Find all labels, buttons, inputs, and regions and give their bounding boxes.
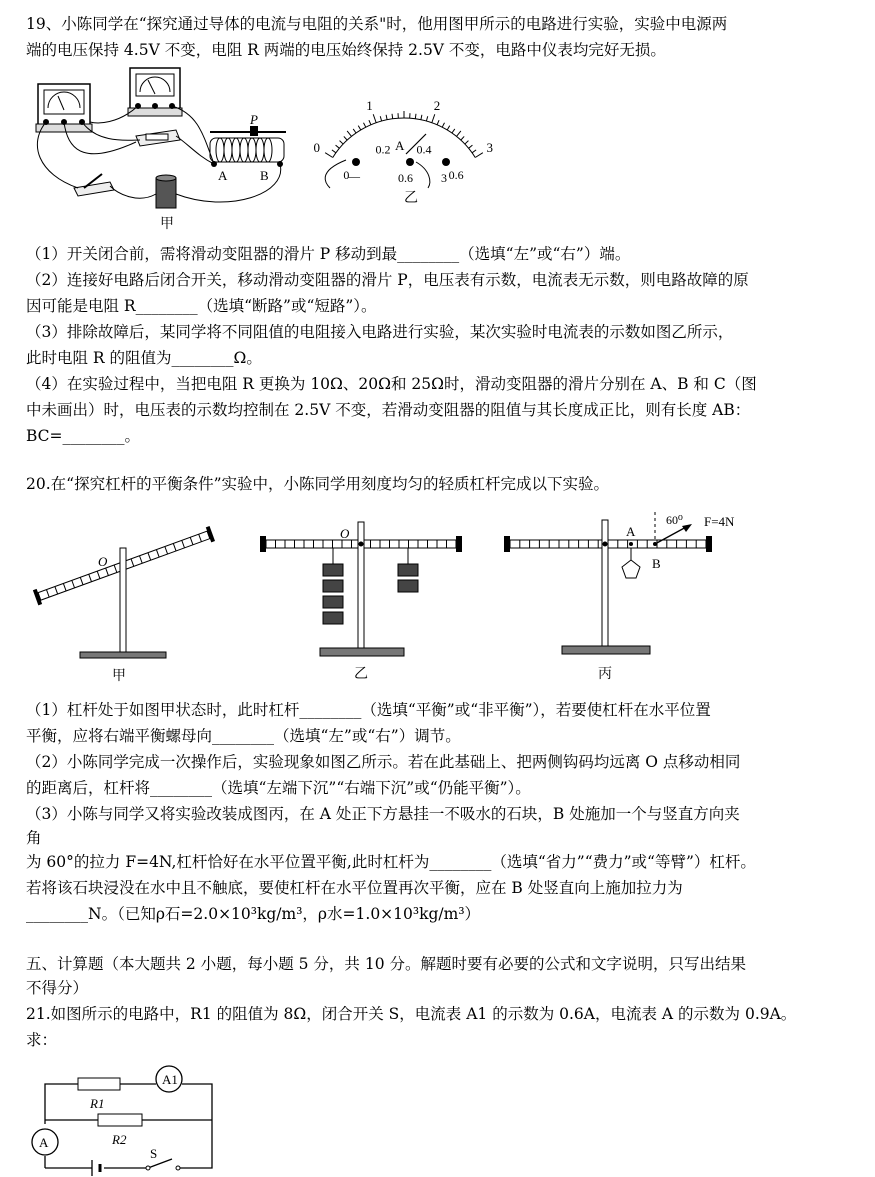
rheostat-icon xyxy=(210,126,286,167)
resistor-board-icon xyxy=(136,130,180,146)
dial-tick xyxy=(461,136,464,140)
dial-tick xyxy=(353,129,356,133)
q20-item-line: （3）小陈与同学又将实验改装成图丙，在 A 处正下方悬挂一不吸水的石块，B 处施加一个与竖直方向夹 xyxy=(26,805,740,823)
r2-label: R2 xyxy=(112,1132,127,1147)
dial-tick xyxy=(364,123,366,127)
q19-item-line: （2）连接好电路后闭合开关，移动滑动变阻器的滑片 P，电压表有示数，电流表无示数，则电路故障的原 xyxy=(26,271,749,289)
dial-tick xyxy=(452,129,455,133)
ammeter-icon xyxy=(128,68,182,116)
section5-heading-line: 不得分） xyxy=(26,979,89,997)
figure-yi-caption: 乙 xyxy=(404,191,418,206)
dial-tick xyxy=(380,116,381,121)
battery-icon xyxy=(156,175,176,208)
q20-item-line: ________N。（已知ρ石=2.0×10³kg/m³，ρ水=1.0×10³kg/m³） xyxy=(26,905,481,923)
switch-s-label: S xyxy=(150,1146,158,1161)
dial-tick xyxy=(392,114,393,119)
hook-weights-right xyxy=(398,548,418,592)
dial-tick xyxy=(347,131,351,136)
dial-tick xyxy=(332,150,336,153)
dial-top-scale-label: 0 xyxy=(313,139,320,155)
figure-jia-caption: 甲 xyxy=(160,217,174,232)
dial-tick xyxy=(336,145,340,148)
slider-p-label: P xyxy=(250,112,258,127)
q20-figure-jia xyxy=(26,514,226,686)
pivot-o-label: O xyxy=(98,554,108,569)
ammeter-a1-label: A1 xyxy=(162,1072,178,1087)
stone-icon xyxy=(622,560,640,578)
point-b-label: B xyxy=(652,556,661,571)
dial-tick xyxy=(437,120,439,125)
section5-heading-line: 五、计算题（本大题共 2 小题，每小题 5 分，共 10 分。解题时要有必要的公式和文字说明，只写出结果 xyxy=(26,955,747,973)
switch-icon xyxy=(74,174,114,196)
dial-tick xyxy=(472,150,476,153)
q21-text-line: 21.如图所示的电路中，R1 的阻值为 8Ω，闭合开关 S，电流表 A1 的示数为 0.6A，电流表 A 的示数为 0.9A。 xyxy=(26,1005,797,1023)
dial-tick xyxy=(469,145,473,148)
figure-yi-caption: 乙 xyxy=(354,667,368,682)
dial-tick xyxy=(465,141,469,144)
dial-tick xyxy=(456,131,460,136)
q19-intro-line: 端的电压保持 4.5V 不变，电阻 R 两端的电压始终保持 2.5V 不变，电路中仪表均完好无损。 xyxy=(26,41,666,59)
q19-item-line: 中未画出）时，电压表的示数均控制在 2.5V 不变，若滑动变阻器的阻值与其长度成正比，则有长度 AB： xyxy=(26,401,751,419)
q20-item-line: 的距离后，杠杆将________（选填“左端下沉”“右端下沉”或“仍能平衡”）。 xyxy=(26,779,531,797)
resistor-r1-icon xyxy=(78,1078,120,1090)
dial-tick xyxy=(369,120,371,125)
resistor-r2-icon xyxy=(98,1114,142,1126)
force-label: F=4N xyxy=(704,514,735,529)
q19-figure-yi xyxy=(313,84,494,206)
dial-tick xyxy=(432,114,435,122)
q20-intro-line: 20.在“探究杠杆的平衡条件”实验中，小陈同学用刻度均匀的轻质杠杆完成以下实验。 xyxy=(26,475,610,493)
figure-jia-caption: 甲 xyxy=(112,669,126,684)
pivot-o-label: O xyxy=(340,526,350,541)
q20-item-line: （2）小陈同学完成一次操作后，实验现象如图乙所示。若在此基础上、把两侧钩码均远离 O 点移动相同 xyxy=(26,753,741,771)
dial-tick xyxy=(447,126,450,130)
dial-unit-label: A xyxy=(395,138,405,153)
terminal-0-6: 0.6 xyxy=(398,171,413,185)
dial-tick xyxy=(421,115,422,120)
dial-tick xyxy=(325,153,333,158)
dial-bottom-scale-label: 0.6 xyxy=(448,168,464,183)
terminal-b-label: B xyxy=(260,168,269,183)
angle-label: 60⁰ xyxy=(666,513,683,527)
dial-tick xyxy=(340,141,344,144)
q20-figure-bing xyxy=(500,506,750,686)
figure-bing-caption: 丙 xyxy=(598,667,612,682)
dial-tick xyxy=(358,126,361,130)
dial-bottom-scale-label: 0.4 xyxy=(416,142,432,157)
q19-item-line: 此时电阻 R 的阻值为________Ω。 xyxy=(26,349,262,367)
q20-item-line: （1）杠杆处于如图甲状态时，此时杠杆________（选填“平衡”或“非平衡”），若要使杠杆在水平位置 xyxy=(26,701,711,719)
dial-tick xyxy=(415,114,416,119)
ammeter-a-label: A xyxy=(39,1135,49,1150)
dial-tick xyxy=(373,114,376,122)
q19-intro-line: 19、小陈同学在“探究通过导体的电流与电阻的关系"时，他用图甲所示的电路进行实验，实验中电源两 xyxy=(26,15,728,33)
r1-label: R1 xyxy=(90,1096,105,1111)
terminal-a-label: A xyxy=(218,168,228,183)
hook-weights-left xyxy=(323,548,343,624)
q19-item-line: （4）在实验过程中，当把电阻 R 更换为 10Ω、20Ω和 25Ω时，滑动变阻器的滑片分别在 A、B 和 C（图 xyxy=(26,375,757,393)
dial-tick xyxy=(442,123,444,127)
q19-item-line: 因可能是电阻 R________（选填“断路”或“短路”）。 xyxy=(26,297,377,315)
dial-top-scale-label: 2 xyxy=(433,97,441,113)
dial-tick xyxy=(344,136,347,140)
dial-tick xyxy=(426,116,427,121)
battery-icon xyxy=(92,1160,100,1176)
q19-figure-jia xyxy=(28,64,298,234)
q20-item-line: 为 60°的拉力 F=4N,杠杆恰好在水平位置平衡,此时杠杆为________（选填“省力”“费力”或“等臂”）杠杆。 xyxy=(26,853,756,871)
q21-circuit-diagram xyxy=(28,1064,228,1176)
q20-item-line: 角 xyxy=(26,829,42,847)
dial-bottom-scale-label: 0 xyxy=(343,168,350,183)
q20-figure-yi xyxy=(256,514,466,686)
dial-top-scale-label: 1 xyxy=(366,97,373,113)
dial-tick xyxy=(475,153,483,158)
dial-tick xyxy=(386,115,387,120)
terminal-minus: — xyxy=(348,169,360,183)
dial-top-scale-label: 3 xyxy=(486,139,494,155)
q20-item-line: 若将该石块浸没在水中且不触底，要使杠杆在水平位置再次平衡，应在 B 处竖直向上施加拉力为 xyxy=(26,879,683,897)
q20-item-line: 平衡，应将右端平衡螺母向________（选填“左”或“右”）调节。 xyxy=(26,727,461,745)
dial-bottom-scale-label: 0.2 xyxy=(375,142,391,157)
q21-text-line: 求： xyxy=(26,1031,58,1049)
terminal-3: 3 xyxy=(441,171,447,185)
q19-item-line: （1）开关闭合前，需将滑动变阻器的滑片 P 移动到最________（选填“左”或“右”）端。 xyxy=(26,245,631,263)
point-a-label: A xyxy=(626,524,636,539)
q19-item-line: （3）排除故障后，某同学将不同阻值的电阻接入电路进行实验，某次实验时电流表的示数如图乙所示， xyxy=(26,323,734,341)
q19-item-line: BC=________。 xyxy=(26,427,141,445)
